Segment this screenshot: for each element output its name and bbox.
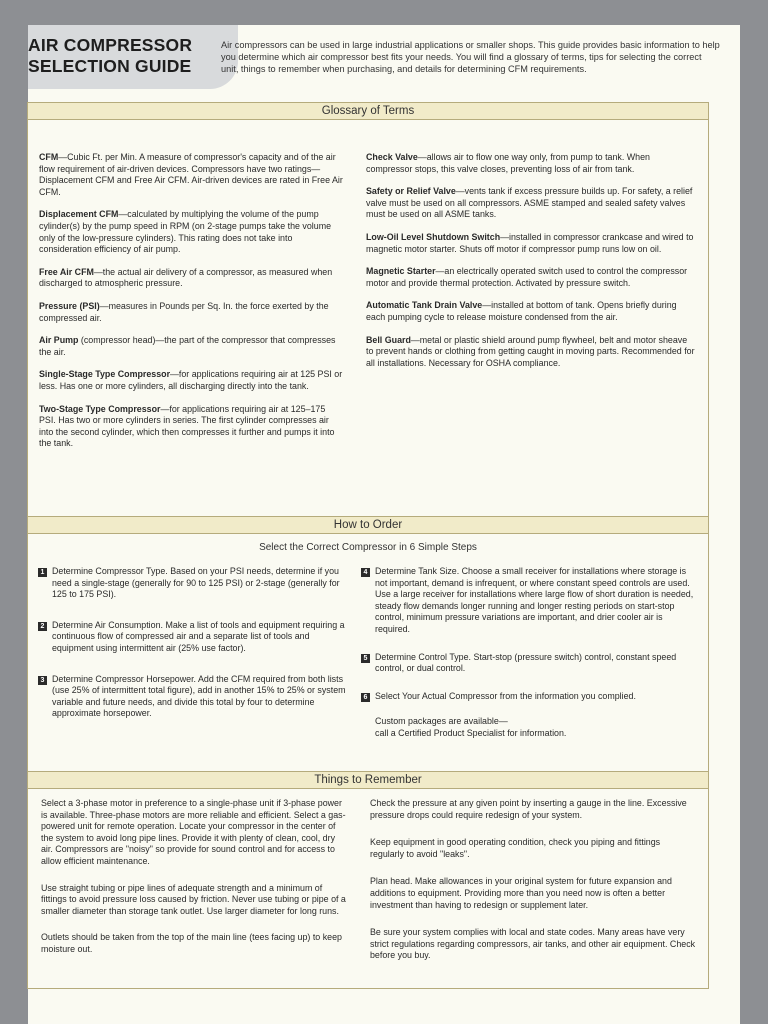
order-left-column [38, 566, 348, 720]
remember-paragraph: Keep equipment in good operating condition, check you piping and fittings regularly to avoid "leaks". [370, 837, 661, 859]
remember-heading: Things to Remember [27, 771, 709, 789]
glossary-definition: —allows air to flow one way only, from pump to tank. When compressor stops, this valve closes, preventing loss of air from tank. [366, 152, 650, 174]
step-text: Determine Compressor Type. Based on your PSI needs, determine if you need a single-stage (generally for 90 to 125 PSI) or 2-stage (generally for 125 to 175 PSI). [52, 566, 340, 600]
glossary-definition: —metal or plastic shield around pump flywheel, belt and motor sheave to prevent hands or clothing from getting caught in moving parts. Recommended for all installations. Necessary for OSHA compliance. [366, 334, 695, 368]
glossary-entry [366, 335, 696, 370]
glossary-entry [39, 301, 344, 324]
step-text: Determine Compressor Horsepower. Add the CFM required from both lists (use 25% of intermittent total figure), add in another 15% to 25% or system variable and future needs, and divide this total by four to determine approximate horsepower. [52, 673, 346, 719]
page-title [28, 35, 218, 77]
custom-line-2: call a Certified Product Specialist for information. [375, 727, 567, 738]
step-number-badge: 2 [38, 622, 47, 631]
glossary-definition: —calculated by multiplying the volume of the pump cylinder(s) by the pump speed in RPM (on 2-stage pumps take the volume only of the low-pressure cylinders). This rating does not take into consideration efficiency of air pump. [39, 209, 332, 255]
remember-right-column [370, 798, 696, 962]
glossary-entry [366, 232, 696, 255]
glossary-definition: —Cubic Ft. per Min. A measure of compressor's capacity and of the air flow requirement of air-driven devices. Compressors have two ratings—Displacement CFM and Free Air CFM. Air-driven devices are rated in Free Air CFM. [39, 152, 343, 197]
glossary-definition: —the actual air delivery of a compressor, as measured when discharged to atmospheric pressure. [39, 266, 333, 289]
glossary-entry [366, 266, 696, 289]
glossary-entry [39, 209, 344, 255]
glossary-right-column [366, 152, 696, 369]
step-number-badge: 5 [361, 654, 370, 663]
remember-paragraph: Check the pressure at any given point by inserting a gauge in the line. Excessive pressure drops could require redesign of your system. [370, 798, 687, 820]
title-tab [28, 25, 238, 89]
step-number-badge: 4 [361, 568, 370, 577]
glossary-definition: —for applications requiring air at 125–175 PSI. Has two or more cylinders in series. The first cylinder compresses air into the second cylinder, which then compresses it further and pumps it into the tank. [39, 403, 335, 449]
glossary-definition: —measures in Pounds per Sq. In. the force exerted by the compressed air. [39, 300, 329, 323]
custom-packages-note [361, 716, 696, 739]
glossary-term: Displacement CFM [39, 209, 119, 220]
glossary-term: Pressure (PSI) [39, 300, 100, 311]
title-line-2: SELECTION GUIDE [28, 56, 192, 76]
glossary-left-column [39, 152, 344, 450]
remember-paragraph: Outlets should be taken from the top of the main line (tees facing up) to keep moisture out. [41, 932, 342, 954]
glossary-entry [366, 186, 696, 221]
glossary-definition: —vents tank if excess pressure builds up. For safety, a relief valve must be used on all compressors. ASME stamped and sealed safety valves must be used on all ASME tanks. [366, 186, 693, 220]
glossary-term: Safety or Relief Valve [366, 186, 456, 197]
glossary-definition: —installed in compressor crankcase and wired to magnetic motor starter. Shuts off motor if compressor pump runs low on oil. [366, 231, 694, 254]
glossary-entry [366, 152, 696, 175]
order-right-column [361, 566, 696, 740]
order-step [361, 691, 696, 703]
glossary-term: Automatic Tank Drain Valve [366, 300, 483, 311]
order-step [38, 620, 348, 655]
step-text: Select Your Actual Compressor from the information you complied. [375, 690, 636, 701]
glossary-term: Two-Stage Type Compressor [39, 403, 161, 414]
step-number-badge: 3 [38, 676, 47, 685]
glossary-term: Air Pump [39, 335, 79, 346]
order-subtitle: Select the Correct Compressor in 6 Simple Steps [259, 542, 477, 553]
glossary-term: Low-Oil Level Shutdown Switch [366, 231, 501, 242]
order-step [38, 674, 348, 720]
glossary-entry [39, 267, 344, 290]
remember-left-column [41, 798, 346, 956]
glossary-heading: Glossary of Terms [27, 102, 709, 120]
remember-paragraph: Be sure your system complies with local and state codes. Many areas have very strict regulations regarding compressors, air tanks, and other air equipment. Check before you buy. [370, 927, 696, 961]
order-step [361, 566, 696, 636]
glossary-entry [39, 152, 344, 198]
remember-paragraph: Use straight tubing or pipe lines of adequate strength and a minimum of fittings to avoid pressure loss caused by friction. Never use tubing or pipe of a smaller diameter than storage tank outlet. Use larger diameter for long runs. [41, 882, 346, 916]
glossary-term: Check Valve [366, 152, 418, 162]
glossary-term: Single-Stage Type Compressor [39, 369, 171, 380]
glossary-entry [39, 404, 344, 450]
step-number-badge: 6 [361, 693, 370, 702]
intro-text: Air compressors can be used in large industrial applications or smaller shops. This guide provides basic information to help you determine which air compressor best fits your needs. You will find a glossary of terms, tips for selecting the correct unit, things to remember when purchasing, and details for determining CFM requirements. [221, 40, 720, 74]
order-step [361, 652, 696, 675]
glossary-entry [39, 369, 344, 392]
custom-line-1: Custom packages are available— [375, 716, 508, 727]
glossary-entry [39, 335, 344, 358]
glossary-term: Bell Guard [366, 334, 411, 345]
remember-paragraph: Select a 3-phase motor in preference to a single-phase unit if 3-phase power is available. Three-phase motors are more reliable and efficient. Select a gas-powered unit for remote operation. Locate your compressor in the center of the system to avoid long pipe lines. Provide it with plenty of clean, cool, dry air. Compressors are "noisy" so provide for sound control and for access to allow efficient maintenance. [41, 798, 346, 866]
order-heading: How to Order [27, 516, 709, 534]
title-line-1: AIR COMPRESSOR [28, 35, 193, 55]
glossary-definition: —an electrically operated switch used to control the compressor motor and provide thermal protection. Activated by pressure switch. [366, 266, 688, 288]
remember-paragraph: Plan head. Make allowances in your original system for future expansion and additions to equipment. Providing more than you need now is often a better investment than having to redesign or supplement later. [370, 876, 672, 910]
glossary-entry [366, 300, 696, 323]
step-text: Determine Air Consumption. Make a list of tools and equipment requiring a continuous flow of compressed air and a separate list of tools and equipment using intermittent air (25% use factor). [52, 619, 345, 653]
step-text: Determine Control Type. Start-stop (pressure switch) control, constant speed control, or dual control. [375, 651, 677, 674]
glossary-definition: —installed at bottom of tank. Opens briefly during each pumping cycle to release moisture condensed from the air. [366, 300, 677, 322]
glossary-definition: (compressor head)—the part of the compressor that compresses the air. [39, 335, 336, 357]
glossary-term: Magnetic Starter [366, 266, 436, 277]
glossary-term: CFM [39, 152, 59, 162]
step-text: Determine Tank Size. Choose a small receiver for installations where storage is not important, demand is infrequent, or where constant speed controls are used. Use a large receiver for installations where large flow of short duration is needed, steady flow demands longer running and longer resting periods on start-stop control, minimum pressure variations are important, and drier cooler air is required. [375, 566, 694, 634]
order-step [38, 566, 348, 601]
glossary-term: Free Air CFM [39, 266, 94, 277]
glossary-definition: —for applications requiring air at 125 PSI or less. Has one or more cylinders, all discharging directly into the tank. [39, 369, 343, 391]
step-number-badge: 1 [38, 568, 47, 577]
